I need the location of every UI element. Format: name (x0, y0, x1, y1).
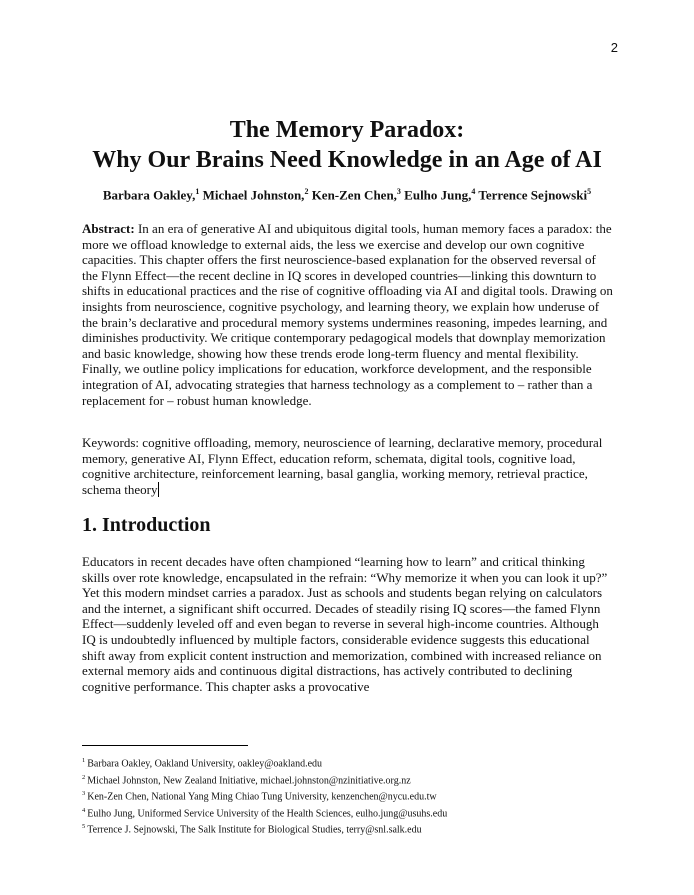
paper-title (0, 115, 694, 175)
author-footnote-marker[interactable]: 1 (195, 187, 200, 196)
footnote-text: Terrence J. Sejnowski, The Salk Institute for Biological Studies, terry@snl.salk.edu (87, 824, 422, 836)
footnote-number: 5 (82, 823, 86, 831)
footnote-item (82, 820, 447, 837)
footnote-item (82, 754, 447, 771)
title-line-2: Why Our Brains Need Knowledge in an Age of AI (92, 147, 602, 173)
keywords-text: Keywords: cognitive offloading, memory, neuroscience of learning, declarative memory, procedural memory, generative AI, Flynn Effect, education reform, schemata, digital tools, cognitive load, cognitive architecture, reinforcement learning, basal ganglia, working memory, retrieval practice, schema theory (82, 435, 603, 497)
footnote-text: Barbara Oakley, Oakland University, oakley@oakland.edu (87, 758, 323, 770)
footnote-text: Ken-Zen Chen, National Yang Ming Chiao Tung University, kenzenchen@nycu.edu.tw (87, 791, 437, 803)
footnote-number: 2 (82, 773, 86, 781)
footnote-item (82, 787, 447, 804)
section-heading: 1. Introduction (82, 514, 211, 536)
abstract-text: In an era of generative AI and ubiquitous digital tools, human memory faces a paradox: the more we offload knowledge to external aids, the less we exercise and develop our own cognitive capacities. This chapter offers the first neuroscience-based explanation for the observed reversal of the Flynn Effect—the recent decline in IQ scores in developed countries—linking this downturn to shifts in educational practices and the rise of cognitive offloading via AI and digital tools. Drawing on insights from neuroscience, cognitive psychology, and learning theory, we explain how underuse of the brain’s declarative and procedural memory systems undermines reasoning, impedes learning, and diminishes productivity. We critique contemporary pedagogical models that downplay memorization and basic knowledge, showing how these trends erode long-term fluency and mental flexibility. Finally, we outline policy implications for education, workforce development, and the responsible integration of AI, advocating strategies that harness technology as a complement to – rather than a replacement for – robust human knowledge. (82, 221, 613, 408)
page-number: 2 (610, 40, 618, 55)
footnote-text: Michael Johnston, New Zealand Initiative, michael.johnston@nzinitiative.org.nz (87, 774, 411, 786)
introduction-paragraph[interactable] (82, 554, 614, 694)
author-footnote-marker[interactable]: 5 (587, 187, 592, 196)
abstract[interactable] (82, 221, 614, 408)
author-footnote-marker[interactable]: 3 (396, 187, 401, 196)
footnote-number: 1 (82, 757, 86, 764)
author-name: Eulho Jung, (404, 187, 472, 203)
author-name: Barbara Oakley, (102, 187, 196, 203)
footnote-number: 4 (82, 806, 86, 814)
keywords-paragraph[interactable] (82, 435, 614, 497)
author-footnote-marker[interactable]: 4 (471, 187, 476, 196)
footnote-item (82, 771, 447, 788)
text-cursor (158, 482, 159, 497)
author-list (0, 187, 694, 203)
footnote-text: Eulho Jung, Uniformed Service University of the Health Sciences, eulho.jung@usuhs.edu (87, 807, 448, 819)
author-name: Michael Johnston, (202, 187, 305, 203)
introduction-text: Educators in recent decades have often championed “learning how to learn” and critical thinking skills over rote knowledge, encapsulated in the refrain: “Why memorize it when you can look it up?” Yet this modern mindset carries a paradox. Just as schools and students began relying on calculators and the internet, a significant shift occurred. Decades of steadily rising IQ scores—the famed Flynn Effect—suddenly leveled off and even began to reverse in several high-income countries. Although IQ is undoubtedly influenced by multiple factors, considerable evidence suggests this educational shift away from explicit content instruction and memorization, combined with increased reliance on external memory aids and continuous digital distractions, has actively contributed to declining cognitive performance. This chapter asks a provocative (82, 554, 608, 694)
footnote-item (82, 804, 447, 821)
author-footnote-marker[interactable]: 2 (304, 187, 309, 196)
author-name: Terrence Sejnowski (478, 187, 588, 203)
author-name: Ken-Zen Chen, (311, 187, 397, 203)
abstract-label: Abstract: (82, 221, 135, 236)
footnote-number: 3 (82, 790, 86, 798)
title-line-1: The Memory Paradox: (229, 117, 465, 143)
footnotes (82, 754, 447, 837)
footnote-divider (82, 745, 248, 746)
